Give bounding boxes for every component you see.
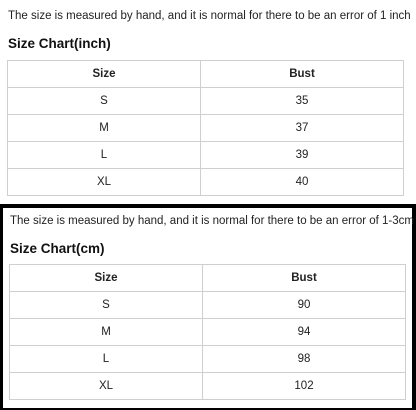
table-row: [10, 292, 406, 319]
size-cell: XL: [8, 169, 201, 196]
bust-column-header: Bust: [203, 265, 406, 292]
table-row: [8, 142, 404, 169]
table-row: [8, 115, 404, 142]
chart-title: Size Chart(cm): [10, 241, 105, 256]
bust-cell: 98: [203, 346, 406, 373]
chart-title: Size Chart(inch): [8, 36, 111, 51]
bust-cell: 39: [201, 142, 404, 169]
size-column-header: Size: [10, 265, 203, 292]
bust-cell: 40: [201, 169, 404, 196]
size-table: [9, 264, 406, 400]
bust-cell: 94: [203, 319, 406, 346]
measurement-note: The size is measured by hand, and it is normal for there to be an error of 1 inch: [8, 10, 411, 22]
size-cell: M: [8, 115, 201, 142]
table-row: [8, 88, 404, 115]
size-chart-inch-card: [0, 0, 416, 204]
measurement-note: The size is measured by hand, and it is normal for there to be an error of 1-3cm: [10, 215, 414, 227]
size-column-header: Size: [8, 61, 201, 88]
size-cell: L: [8, 142, 201, 169]
table-row: [10, 373, 406, 400]
table-row: [10, 319, 406, 346]
size-cell: XL: [10, 373, 203, 400]
size-chart-cm-card: [3, 208, 412, 408]
size-cell: M: [10, 319, 203, 346]
bust-cell: 90: [203, 292, 406, 319]
bust-cell: 37: [201, 115, 404, 142]
table-row: [10, 346, 406, 373]
size-cell: L: [10, 346, 203, 373]
bust-column-header: Bust: [201, 61, 404, 88]
bust-cell: 35: [201, 88, 404, 115]
size-cell: S: [10, 292, 203, 319]
table-header-row: [10, 265, 406, 292]
size-table: [7, 60, 404, 196]
bust-cell: 102: [203, 373, 406, 400]
table-header-row: [8, 61, 404, 88]
size-cell: S: [8, 88, 201, 115]
table-row: [8, 169, 404, 196]
